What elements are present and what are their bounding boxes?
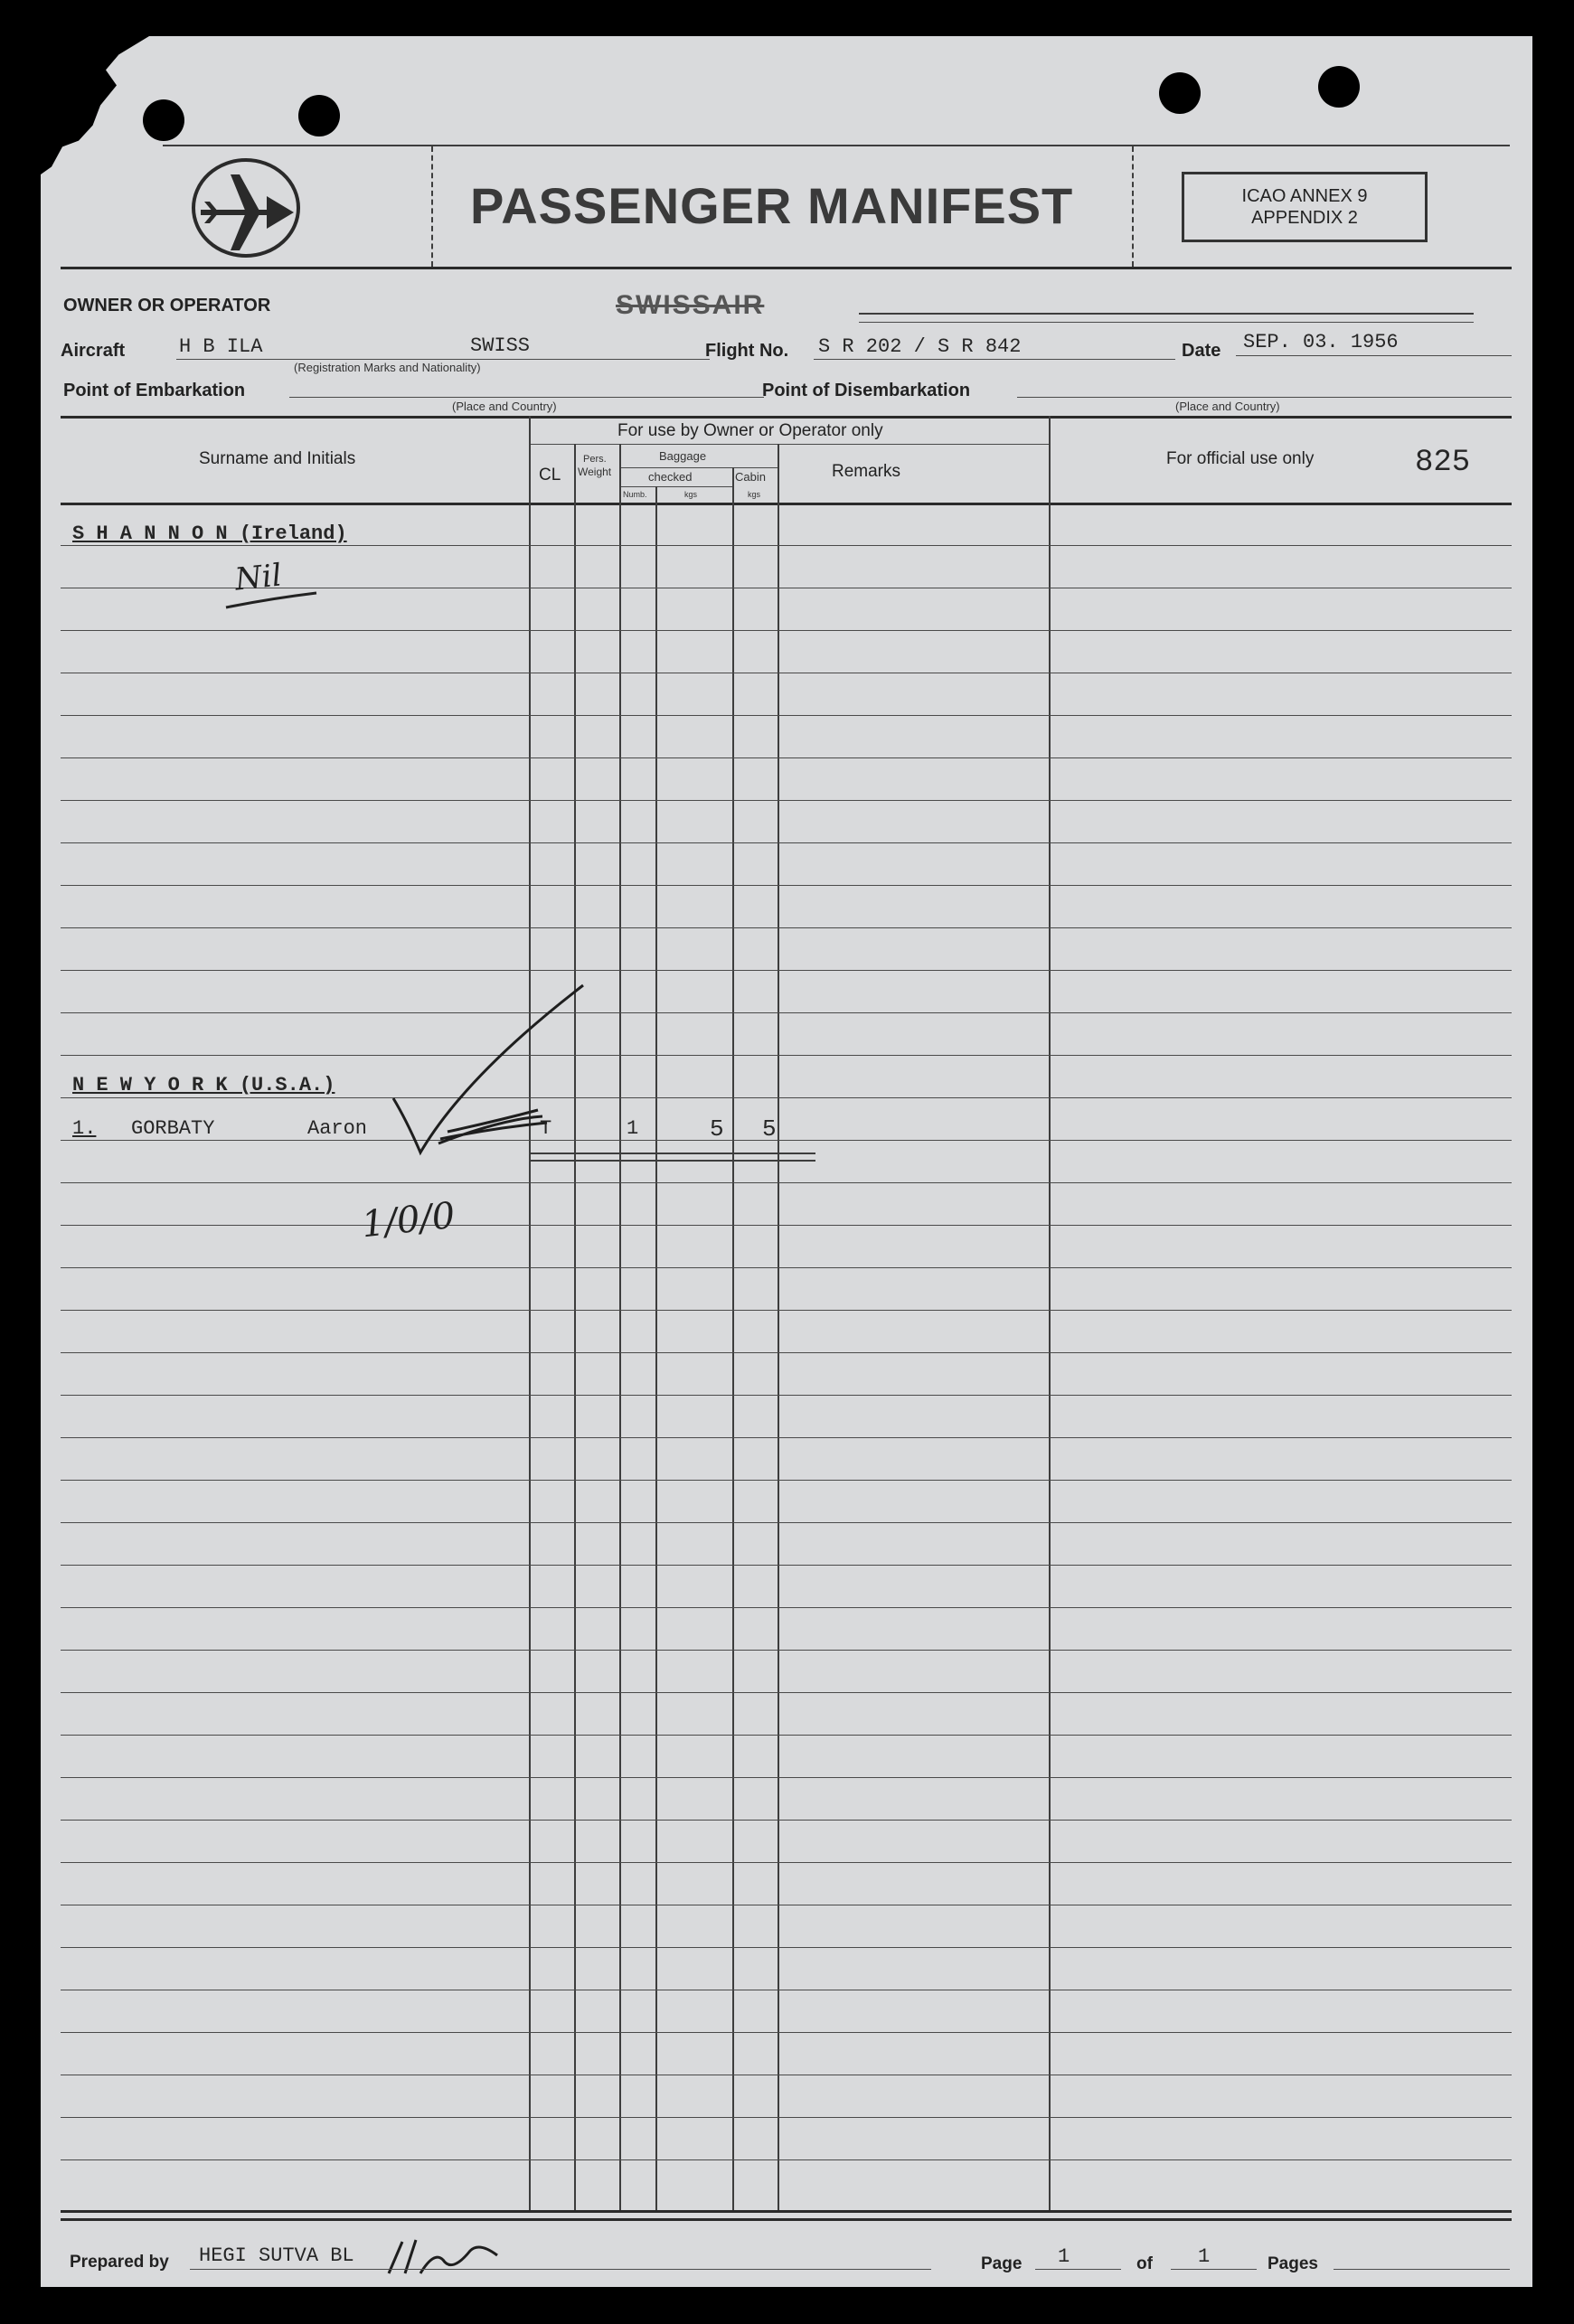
disembarkation-caption: (Place and Country) bbox=[1175, 400, 1280, 413]
pages-rule bbox=[1334, 2269, 1510, 2270]
date-rule bbox=[1236, 355, 1512, 356]
icao-annex-box bbox=[1182, 172, 1428, 242]
ruled-row-line bbox=[61, 2159, 1512, 2160]
signature-handwritten bbox=[380, 2224, 506, 2287]
ruled-row-line bbox=[61, 1225, 1512, 1226]
icao-appendix-line: APPENDIX 2 bbox=[1251, 208, 1358, 228]
flight-label: Flight No. bbox=[705, 341, 789, 361]
disembarkation-label: Point of Disembarkation bbox=[762, 381, 971, 400]
page-title: PASSENGER MANIFEST bbox=[470, 177, 1074, 234]
owner-rule bbox=[859, 313, 1474, 315]
owner-use-header: For use by Owner or Operator only bbox=[617, 421, 883, 440]
surname-column-header: Surname and Initials bbox=[199, 449, 356, 468]
aircraft-rule bbox=[176, 359, 710, 360]
baggage-rule bbox=[621, 467, 779, 468]
page-rule bbox=[1035, 2269, 1121, 2270]
icao-annex-line: ICAO ANNEX 9 bbox=[1241, 186, 1368, 206]
of-rule bbox=[1171, 2269, 1257, 2270]
ruled-row-line bbox=[61, 885, 1512, 886]
prepared-rule bbox=[190, 2269, 931, 2270]
ruled-row-line bbox=[61, 1820, 1512, 1821]
col-line-weight bbox=[619, 444, 621, 2210]
ruled-row-line bbox=[61, 1395, 1512, 1396]
ruled-row-line bbox=[61, 1352, 1512, 1353]
of-label: of bbox=[1136, 2254, 1153, 2273]
col-line-cl bbox=[574, 444, 576, 2210]
shannon-header: S H A N N O N (Ireland) bbox=[72, 522, 347, 545]
embarkation-rule bbox=[289, 397, 764, 398]
shannon-note-handwritten: Nil bbox=[233, 557, 284, 598]
header-top-rule bbox=[163, 145, 1510, 146]
ruled-row-line bbox=[61, 630, 1512, 631]
kgs-header: kgs bbox=[684, 490, 698, 499]
ruled-row-line bbox=[61, 1947, 1512, 1948]
col-line-surname bbox=[529, 416, 531, 2210]
newyork-header: N E W Y O R K (U.S.A.) bbox=[72, 1074, 335, 1096]
cl-column-header: CL bbox=[539, 466, 561, 485]
header-divider-right bbox=[1132, 146, 1134, 267]
remarks-column-header: Remarks bbox=[832, 462, 901, 481]
col-line-remarks bbox=[1049, 416, 1051, 2210]
passenger-class: T bbox=[540, 1117, 552, 1140]
cabin-header: Cabin bbox=[735, 470, 766, 484]
flight-value: S R 202 / S R 842 bbox=[818, 335, 1022, 358]
torn-corner bbox=[41, 36, 149, 190]
ruled-row-line bbox=[61, 715, 1512, 716]
footer-top-rule bbox=[61, 2210, 1512, 2213]
passenger-index: 1. bbox=[72, 1117, 97, 1140]
totals-note-handwritten: 1/0/0 bbox=[359, 1194, 457, 1247]
airplane-arrow-logo-icon bbox=[190, 158, 307, 267]
ruled-row-line bbox=[61, 970, 1512, 971]
ruled-row-line bbox=[61, 757, 1512, 758]
checked-header: checked bbox=[648, 470, 693, 484]
prepared-by-label: Prepared by bbox=[70, 2253, 169, 2272]
ruled-row-line bbox=[61, 1692, 1512, 1693]
ruled-row-line bbox=[61, 1055, 1512, 1056]
punch-hole bbox=[1318, 66, 1360, 108]
total-pages: 1 bbox=[1198, 2245, 1211, 2268]
ruled-row-line bbox=[61, 1267, 1512, 1268]
page-label: Page bbox=[981, 2254, 1023, 2273]
embarkation-label: Point of Embarkation bbox=[63, 381, 246, 400]
ruled-row-line bbox=[61, 1310, 1512, 1311]
passenger-baggage-kgs: 5 bbox=[710, 1115, 724, 1143]
punch-hole bbox=[143, 99, 184, 141]
official-use-header: For official use only bbox=[1166, 449, 1315, 468]
ruled-row-line bbox=[61, 1862, 1512, 1863]
pers-weight-header-2: Weight bbox=[578, 466, 612, 478]
ruled-row-line bbox=[61, 1522, 1512, 1523]
prepared-by-value: HEGI SUTVA BL bbox=[199, 2244, 354, 2267]
ruled-row-line bbox=[61, 545, 1512, 546]
manifest-sheet bbox=[41, 36, 1532, 2287]
cabin-kgs-header: kgs bbox=[748, 490, 761, 499]
passenger-cabin-kgs: 5 bbox=[762, 1115, 777, 1143]
col-line-cabin bbox=[778, 444, 779, 2210]
aircraft-registration: H B ILA bbox=[179, 335, 263, 358]
checked-rule bbox=[621, 486, 734, 487]
col-line-numb bbox=[655, 486, 657, 2210]
table-header-bottom-rule bbox=[61, 503, 1512, 505]
header-bottom-rule bbox=[61, 267, 1512, 269]
ruled-row-line bbox=[61, 1607, 1512, 1608]
passenger-surname: GORBATY bbox=[131, 1117, 215, 1140]
ruled-row-line bbox=[61, 1480, 1512, 1481]
numb-header: Numb. bbox=[623, 490, 647, 499]
ruled-row-line bbox=[61, 2032, 1512, 2033]
punch-hole bbox=[1159, 72, 1201, 114]
check-mark-handwritten bbox=[384, 958, 592, 1175]
aircraft-label: Aircraft bbox=[61, 341, 126, 361]
footer-top-rule-2 bbox=[61, 2218, 1512, 2221]
col-line-kgs bbox=[732, 467, 734, 2210]
ruled-row-line bbox=[61, 800, 1512, 801]
page-number: 1 bbox=[1058, 2245, 1070, 2268]
flight-rule bbox=[814, 359, 1175, 360]
punch-hole bbox=[298, 95, 340, 136]
ruled-row-line bbox=[61, 1012, 1512, 1013]
ruled-row-line bbox=[61, 1097, 1512, 1098]
header-divider-left bbox=[431, 146, 433, 267]
ruled-row-line bbox=[61, 1182, 1512, 1183]
owner-label: OWNER OR OPERATOR bbox=[63, 296, 271, 315]
ruled-row-line bbox=[61, 1777, 1512, 1778]
embarkation-caption: (Place and Country) bbox=[452, 400, 557, 413]
owner-use-rule bbox=[531, 444, 1051, 445]
passenger-baggage-numb: 1 bbox=[627, 1117, 639, 1140]
aircraft-nationality: SWISS bbox=[470, 334, 531, 357]
ruled-row-line bbox=[61, 1437, 1512, 1438]
aircraft-caption: (Registration Marks and Nationality) bbox=[294, 361, 481, 374]
table-top-rule bbox=[61, 416, 1512, 419]
ruled-row-line bbox=[61, 842, 1512, 843]
official-number: 825 bbox=[1415, 446, 1471, 480]
baggage-header: Baggage bbox=[659, 449, 707, 463]
ruled-row-line bbox=[61, 927, 1512, 928]
date-value: SEP. 03. 1956 bbox=[1243, 331, 1399, 353]
disembarkation-rule bbox=[1017, 397, 1512, 398]
owner-value: SWISSAIR bbox=[616, 290, 765, 320]
passenger-firstname: Aaron bbox=[307, 1117, 368, 1140]
pers-weight-header-1: Pers. bbox=[583, 454, 607, 465]
owner-rule-2 bbox=[859, 322, 1474, 323]
pages-label: Pages bbox=[1268, 2254, 1318, 2273]
date-label: Date bbox=[1182, 341, 1221, 361]
ruled-row-line bbox=[61, 1650, 1512, 1651]
nil-underline-stroke bbox=[221, 588, 321, 615]
ruled-row-line bbox=[61, 2117, 1512, 2118]
ruled-row-line bbox=[61, 1140, 1512, 1141]
ruled-row-line bbox=[61, 1565, 1512, 1566]
ruled-row-line bbox=[61, 1735, 1512, 1736]
